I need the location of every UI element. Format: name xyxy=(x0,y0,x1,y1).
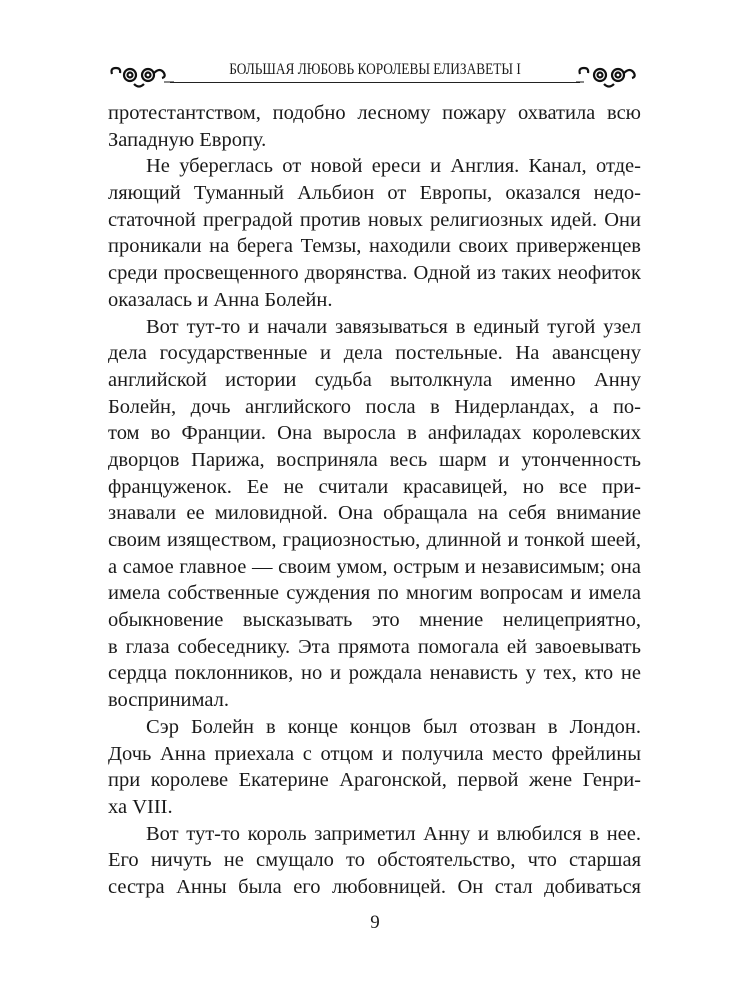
text-line: ха VIII. xyxy=(108,795,173,818)
paragraph xyxy=(108,100,641,153)
paragraph xyxy=(108,153,641,313)
paragraph xyxy=(108,821,641,901)
text-line: Вот тут-то и начали завязываться в единый тугой узел xyxy=(146,315,641,338)
text-line: а самое главное — своим умом, острым и независимым; она xyxy=(108,555,641,578)
text-line: статочной преградой против новых религиозных идей. Они xyxy=(108,208,641,231)
text-line: Болейн, дочь английского посла в Нидерландах, а по- xyxy=(108,395,641,418)
running-header xyxy=(108,56,642,90)
text-line: проникали на берега Темзы, находили своих приверженцев xyxy=(108,235,641,258)
text-line: протестантством, подобно лесному пожару охватила всю xyxy=(108,102,641,124)
text-line: дела государственные и дела постельные. На авансцену xyxy=(108,342,641,365)
text-line: Его ничуть не смущало то обстоятельство, что старшая xyxy=(108,849,641,872)
text-line: Сэр Болейн в конце концов был отозван в Лондон. xyxy=(146,715,641,738)
running-title: БОЛЬШАЯ ЛЮБОВЬ КОРОЛЕВЫ ЕЛИЗАВЕТЫ I xyxy=(229,61,521,78)
header-rule xyxy=(170,82,580,83)
paragraph xyxy=(108,314,641,714)
text-line: в глаза собеседнику. Эта прямота помогала ей завоевывать xyxy=(108,635,641,658)
text-line: Не убереглась от новой ереси и Англия. Канал, отде- xyxy=(146,155,641,178)
text-line: Западную Европу. xyxy=(108,128,267,151)
text-line: Дочь Анна приехала с отцом и получила место фрейлины xyxy=(108,742,641,765)
text-line: при королеве Екатерине Арагонской, первой жене Генри- xyxy=(108,769,641,792)
text-line: ляющий Туманный Альбион от Европы, оказался недо- xyxy=(108,182,641,205)
text-line: сестра Анны была его любовницей. Он стал добиваться xyxy=(108,875,641,898)
text-line: дворцов Парижа, восприняла весь шарм и утонченность xyxy=(108,448,641,471)
text-line: Вот тут-то король заприметил Анну и влюбился в нее. xyxy=(146,822,641,845)
page-number: 9 xyxy=(370,912,380,933)
text-line: своим изяществом, грациозностью, длинной и тонкой шеей, xyxy=(108,529,641,551)
paragraph xyxy=(108,714,641,821)
text-line: среди просвещенного дворянства. Одной из таких неофиток xyxy=(108,262,641,285)
page-body-text xyxy=(108,100,641,901)
text-line: оказалась и Анна Болейн. xyxy=(108,288,333,311)
text-line: имела собственные суждения по многим вопросам и имела xyxy=(108,582,641,605)
scroll-ornament-right-icon xyxy=(576,62,642,90)
text-line: сердца поклонников, но и рождала ненависть у тех, кто не xyxy=(108,662,641,685)
text-line: воспринимал. xyxy=(108,689,229,712)
text-line: английской истории судьба вытолкнула именно Анну xyxy=(108,368,641,391)
text-line: знавали ее миловидной. Она обращала на себя внимание xyxy=(108,502,641,525)
text-line: том во Франции. Она выросла в анфиладах королевских xyxy=(108,422,641,445)
text-line: обыкновение высказывать это мнение нелицеприятно, xyxy=(108,609,641,632)
text-line: француженок. Ее не считали красавицей, но все при- xyxy=(108,475,641,498)
